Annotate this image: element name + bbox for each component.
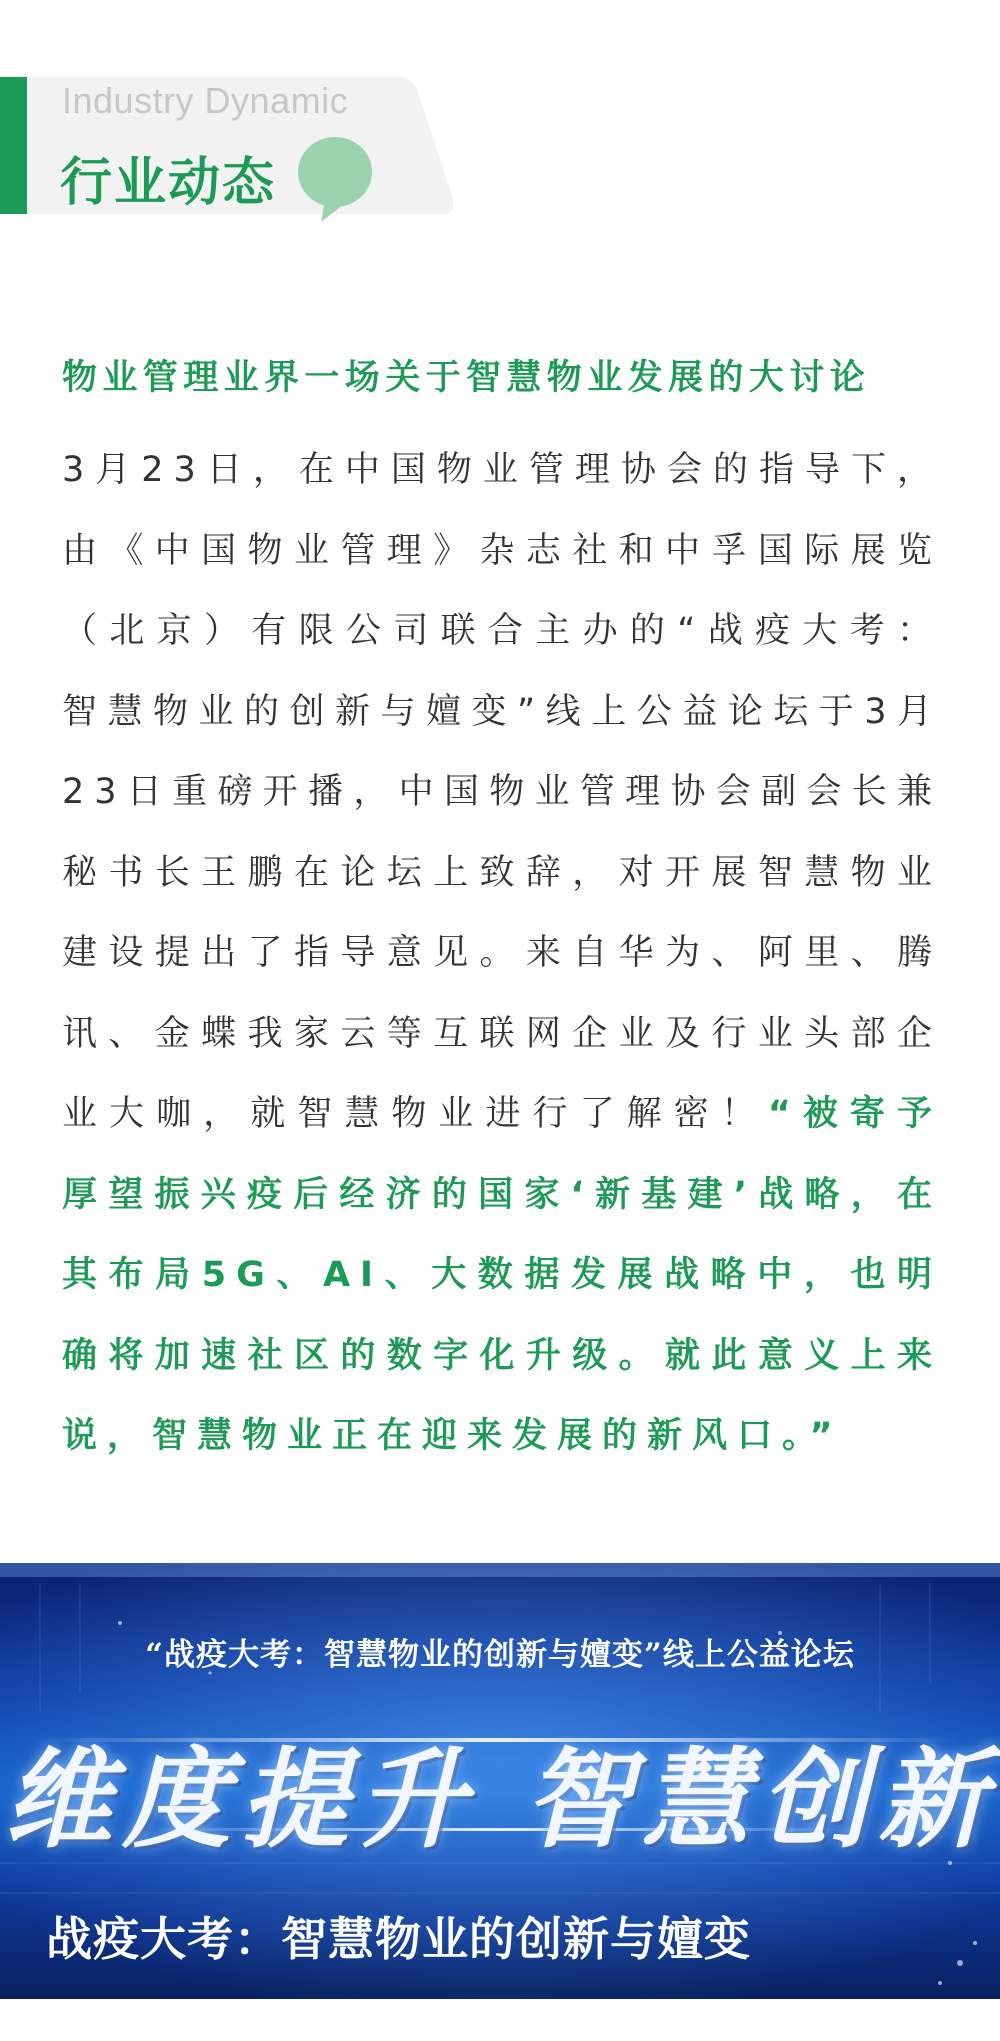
article-body bbox=[62, 430, 942, 1477]
speech-bubble-icon bbox=[295, 134, 375, 224]
forum-banner-image bbox=[0, 1563, 1000, 1999]
section-header bbox=[0, 0, 1000, 240]
article-body-text: 3月23日，在中国物业管理协会的指导下，由《中国物业管理》杂志社和中孚国际展览（北京）有限公司联合主办的“战疫大考：智慧物业的创新与嬗变”线上公益论坛于3月23日重磅开播，中国物业管理协会副会长兼秘书长王鹏在论坛上致辞，对开展智慧物业建设提出了指导意见。来自华为、阿里、腾讯、金蝶我家云等互联网企业及行业头部企业大咖，就智慧物业进行了解密！ bbox=[62, 450, 942, 1134]
header-title: 行业动态 bbox=[60, 153, 277, 213]
banner-caption: 战疫大考：智慧物业的创新与嬗变 bbox=[46, 1912, 751, 1966]
header-subtitle-en: Industry Dynamic bbox=[62, 80, 349, 121]
header-accent-bar bbox=[0, 77, 27, 214]
banner-slogan: 维度提升 智慧创新 bbox=[4, 1737, 996, 1863]
banner-subtitle: “战疫大考：智慧物业的创新与嬗变”线上公益论坛 bbox=[145, 1637, 855, 1673]
article-title: 物业管理业界一场关于智慧物业发展的大讨论 bbox=[62, 358, 871, 398]
article-highlight-quote: “被寄予厚望振兴疫后经济的国家‘新基建’战略，在其布局5G、AI、大数据发展战略中，也明确将加速社区的数字化升级。就此意义上来说，智慧物业正在迎来发展的新风口。” bbox=[62, 1094, 942, 1456]
